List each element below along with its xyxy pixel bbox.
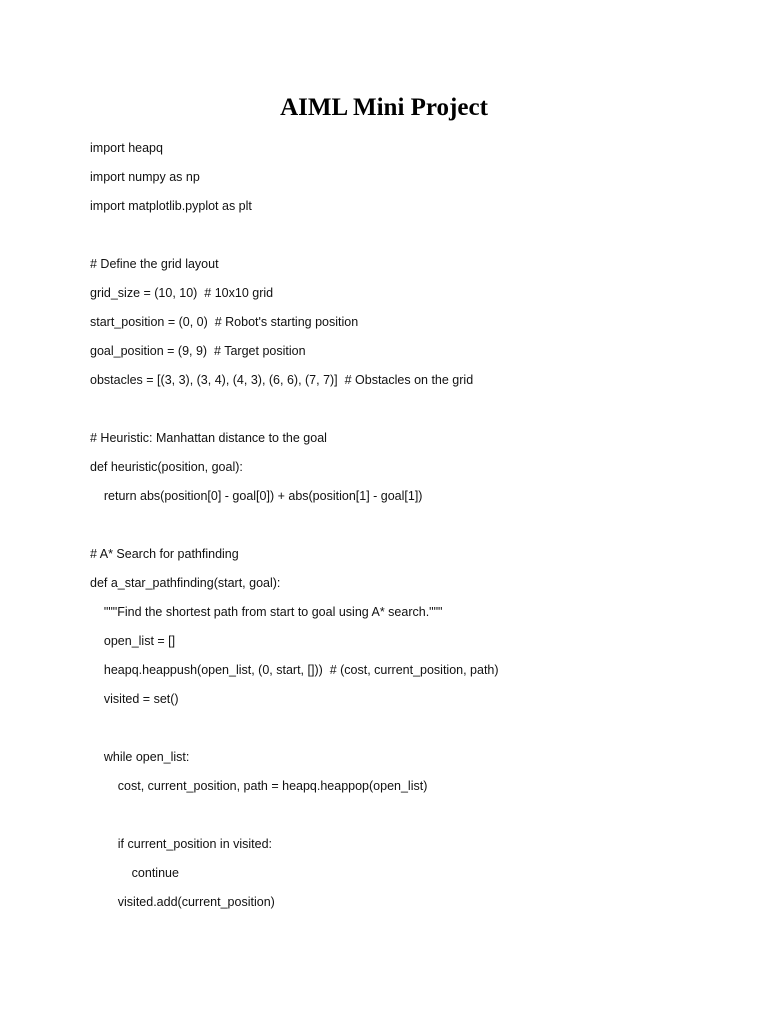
code-line: import heapq	[90, 141, 163, 155]
code-line: cost, current_position, path = heapq.heappop(open_list)	[90, 779, 428, 793]
code-line: # A* Search for pathfinding	[90, 547, 239, 561]
code-line	[90, 714, 750, 743]
code-line: continue	[90, 866, 179, 880]
code-line: while open_list:	[90, 750, 190, 764]
code-line: """Find the shortest path from start to goal using A* search."""	[90, 605, 443, 619]
code-line: open_list = []	[90, 634, 176, 648]
code-line: visited = set()	[90, 692, 179, 706]
page-title: AIML Mini Project	[280, 94, 488, 121]
code-line: start_position = (0, 0) # Robot's starting position	[90, 315, 359, 329]
code-line	[90, 801, 750, 830]
code-line: import numpy as np	[90, 170, 200, 184]
code-line: import matplotlib.pyplot as plt	[90, 199, 252, 213]
code-line: def a_star_pathfinding(start, goal):	[90, 576, 281, 590]
code-line	[90, 221, 750, 250]
code-line: def heuristic(position, goal):	[90, 460, 243, 474]
code-line: obstacles = [(3, 3), (3, 4), (4, 3), (6, 6), (7, 7)] # Obstacles on the grid	[90, 373, 474, 387]
code-line: visited.add(current_position)	[90, 895, 275, 909]
code-line: if current_position in visited:	[90, 837, 273, 851]
code-line: goal_position = (9, 9) # Target position	[90, 344, 306, 358]
code-line: # Define the grid layout	[90, 257, 219, 271]
code-line	[90, 395, 750, 424]
code-block	[90, 134, 750, 917]
code-line: grid_size = (10, 10) # 10x10 grid	[90, 286, 274, 300]
code-line: heapq.heappush(open_list, (0, start, [])) # (cost, current_position, path)	[90, 663, 499, 677]
code-line: return abs(position[0] - goal[0]) + abs(position[1] - goal[1])	[90, 489, 423, 503]
code-line: # Heuristic: Manhattan distance to the goal	[90, 431, 327, 445]
code-line	[90, 511, 750, 540]
